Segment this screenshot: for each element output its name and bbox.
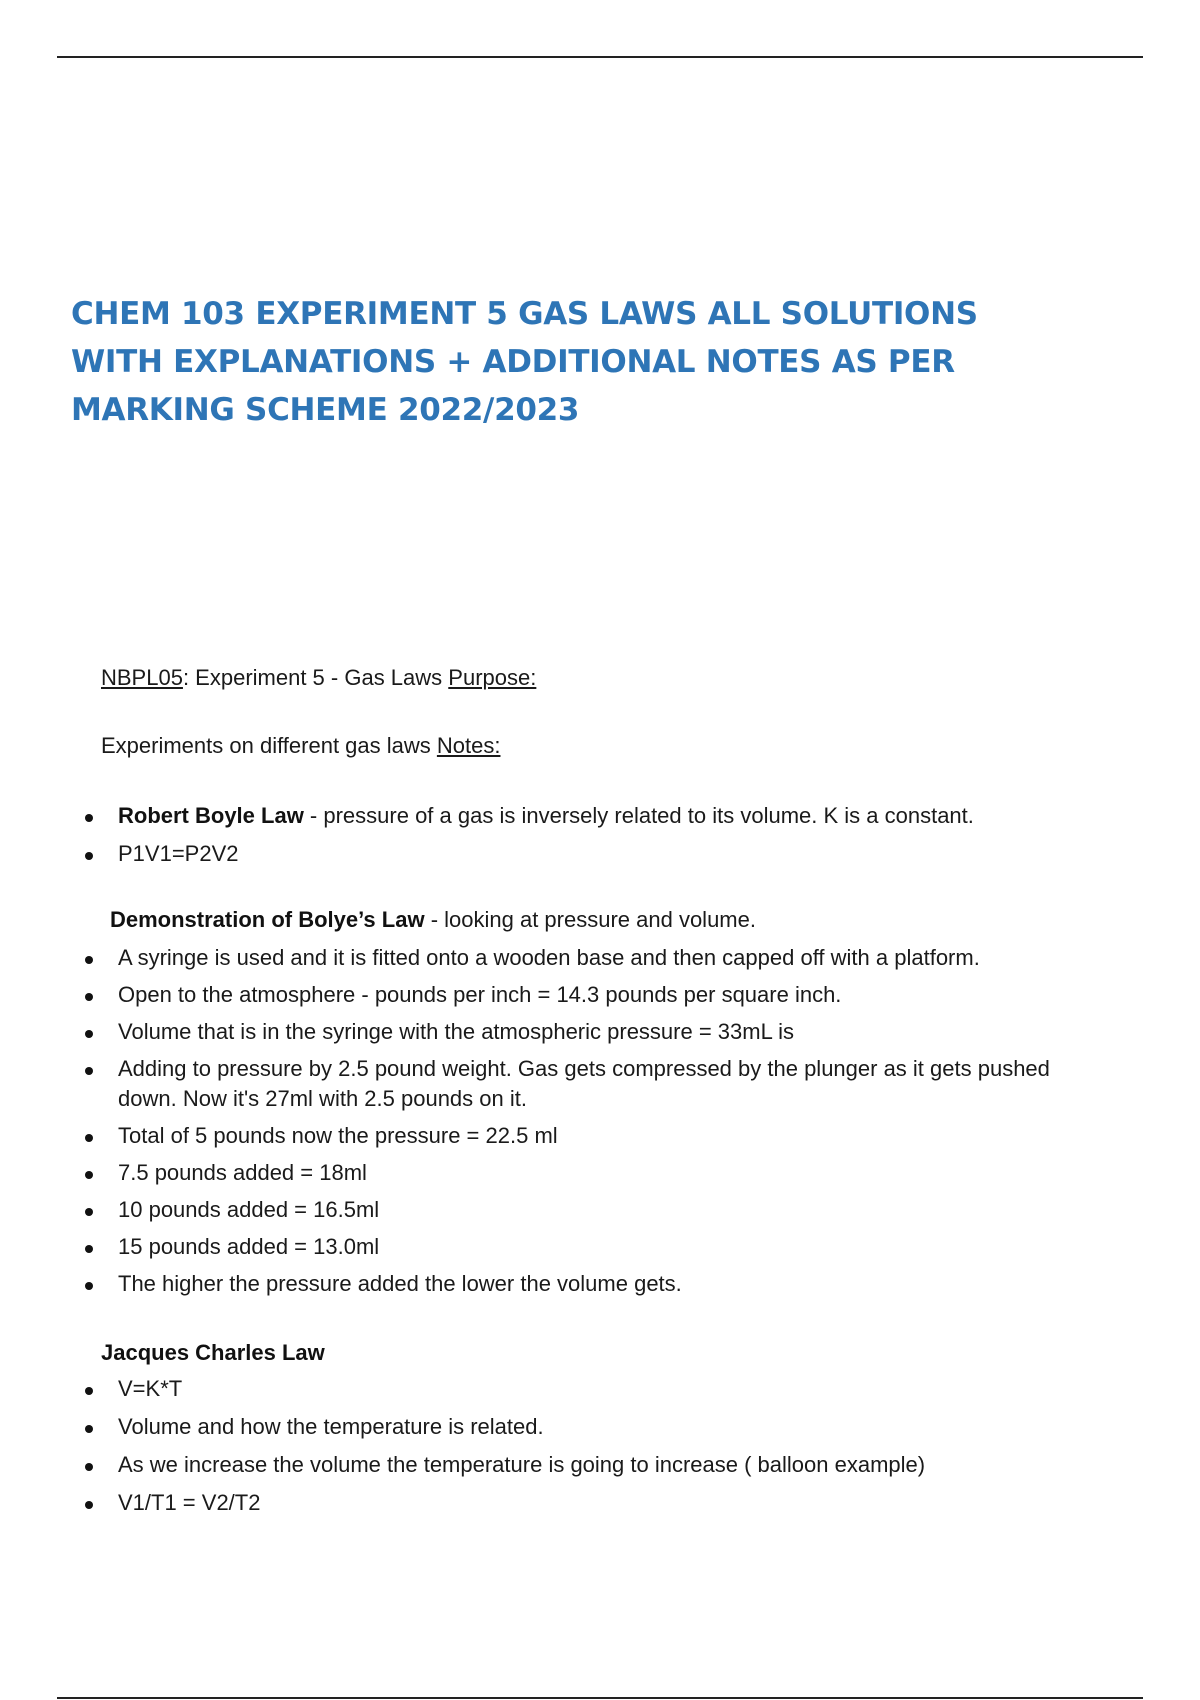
- list-item: As we increase the volume the temperature is going to increase ( balloon example): [80, 1450, 925, 1480]
- list-item: 10 pounds added = 16.5ml: [80, 1195, 1078, 1225]
- boyle-list: [80, 801, 974, 869]
- purpose-text: Experiments on different gas laws: [101, 733, 437, 758]
- bottom-rule: [57, 1697, 1143, 1699]
- list-item: The higher the pressure added the lower the volume gets.: [80, 1269, 1078, 1299]
- demo-heading-line: [110, 905, 756, 935]
- list-item: 7.5 pounds added = 18ml: [80, 1158, 1078, 1188]
- demo-heading: Demonstration of Bolye’s Law: [110, 907, 425, 932]
- experiment-header-line: [101, 663, 536, 693]
- boyle-law-definition: - pressure of a gas is inversely related to its volume. K is a constant.: [303, 803, 974, 828]
- experiment-title: : Experiment 5 - Gas Laws: [182, 665, 449, 690]
- charles-heading-line: [101, 1338, 325, 1368]
- list-item: [80, 801, 974, 831]
- list-item: 15 pounds added = 13.0ml: [80, 1232, 1078, 1262]
- list-item: A syringe is used and it is fitted onto a wooden base and then capped off with a platform.: [80, 943, 1078, 973]
- list-item: Total of 5 pounds now the pressure = 22.5 ml: [80, 1121, 1078, 1151]
- list-item: V1/T1 = V2/T2: [80, 1488, 925, 1518]
- list-item: Adding to pressure by 2.5 pound weight. Gas gets compressed by the plunger as it gets pushed down. Now it's 27ml with 2.5 pounds on it.: [80, 1054, 1078, 1114]
- list-item: [80, 839, 974, 869]
- demo-heading-suffix: - looking at pressure and volume.: [424, 907, 756, 932]
- list-item: Volume and how the temperature is related.: [80, 1412, 925, 1442]
- list-item: Volume that is in the syringe with the atmospheric pressure = 33mL is: [80, 1017, 1078, 1047]
- purpose-line: [101, 731, 500, 761]
- course-code: NBPL05: [101, 665, 183, 690]
- boyle-law-term: Robert Boyle Law: [118, 803, 304, 828]
- purpose-label: Purpose:: [448, 665, 537, 690]
- notes-label: Notes:: [436, 733, 501, 758]
- list-item: V=K*T: [80, 1374, 925, 1404]
- charles-heading: Jacques Charles Law: [101, 1340, 325, 1365]
- demo-list: [80, 943, 1078, 1299]
- top-rule: [57, 56, 1143, 58]
- boyle-formula: P1V1=P2V2: [118, 841, 239, 866]
- list-item: Open to the atmosphere - pounds per inch = 14.3 pounds per square inch.: [80, 980, 1078, 1010]
- charles-list: [80, 1374, 925, 1518]
- document-title: CHEM 103 EXPERIMENT 5 GAS LAWS ALL SOLUTIONS WITH EXPLANATIONS + ADDITIONAL NOTES AS PER MARKING SCHEME 2022/2023: [71, 296, 978, 428]
